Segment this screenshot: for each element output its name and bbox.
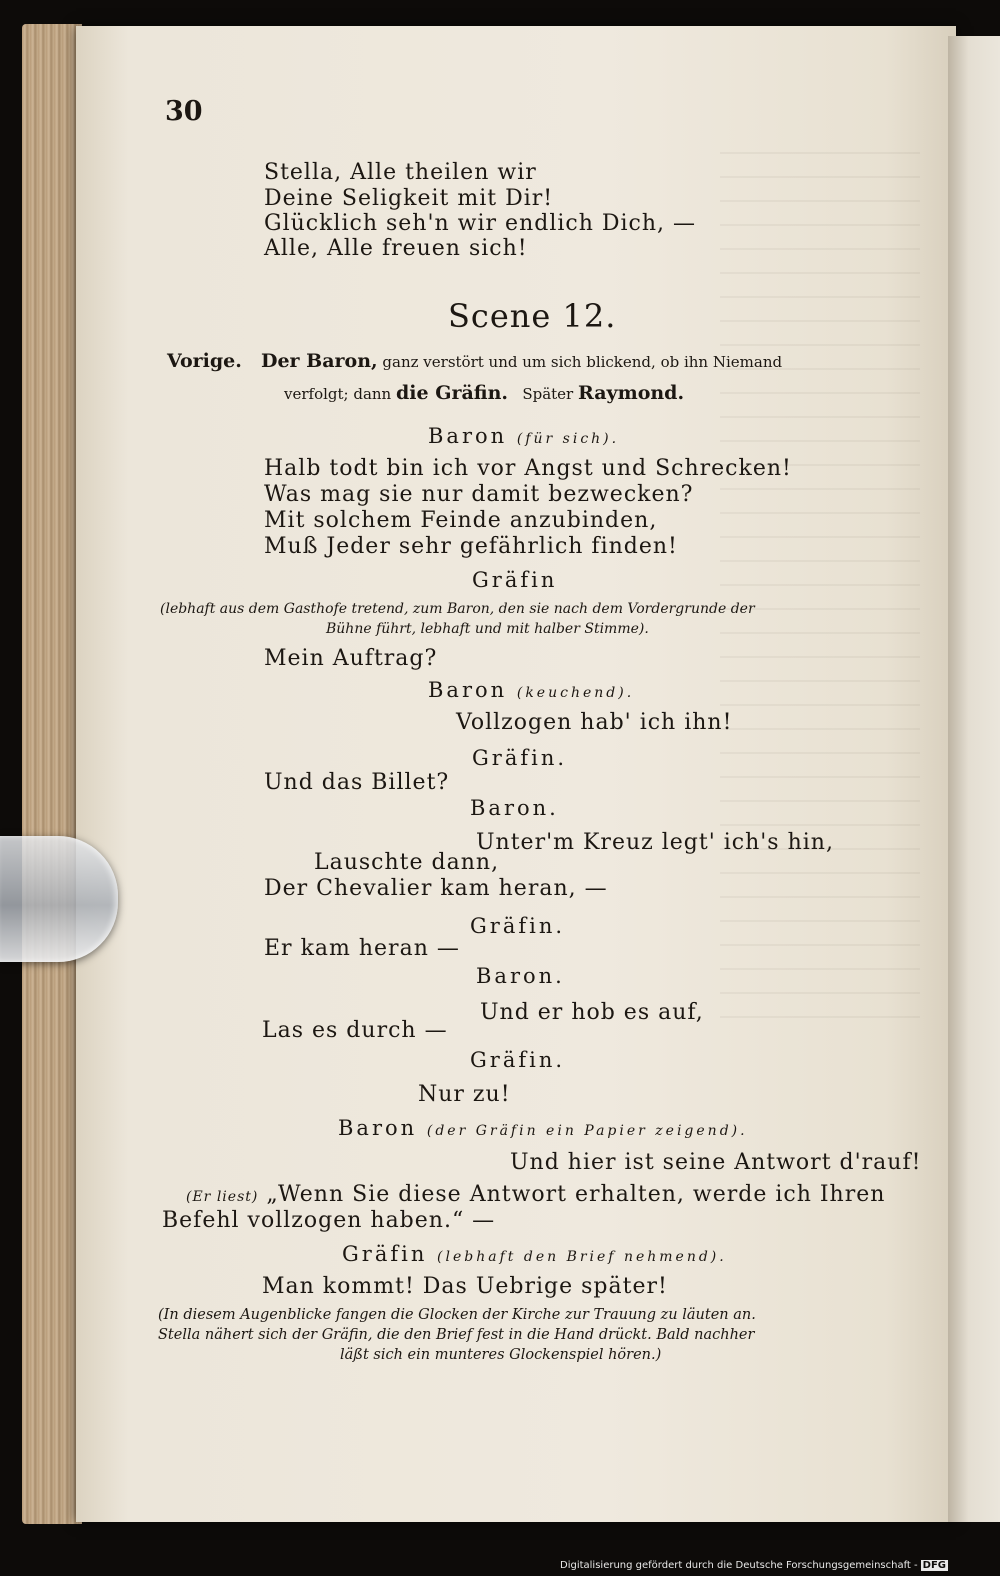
dfg-logo: DFG [922,1560,946,1571]
cast-raymond: Raymond. [578,382,685,404]
letter-text: Befehl vollzogen haben.“ — [162,1208,496,1233]
speaker-name: Baron [338,1116,418,1140]
closing-stage-direction: läßt sich ein munteres Glockenspiel hören.) [340,1347,662,1363]
verse-line: Stella, Alle theilen wir [264,160,537,185]
dialogue-line: Unter'm Kreuz legt' ich's hin, [476,830,834,855]
speaker-line [428,680,634,701]
stage-direction: (lebhaft den Brief nehmend). [437,1249,727,1265]
stage-direction: (für sich). [516,431,620,447]
stage-direction: Bühne führt, lebhaft und mit halber Stimme). [326,621,649,637]
dialogue-line: Nur zu! [418,1082,511,1107]
speaker-name: Gräfin. [472,746,568,770]
facing-page-edge [948,36,1000,1522]
dialogue-line: Mit solchem Feinde anzubinden, [264,508,658,533]
speaker-name: Baron. [476,964,565,988]
cast-direction: verfolgt; dann [284,385,392,403]
speaker-line [342,1244,727,1265]
dialogue-line: Und das Billet? [264,770,450,795]
speaker-name: Baron [428,424,508,448]
cast-direction: ganz verstört und um sich blickend, ob ihn Niemand [382,353,783,371]
page-number: 30 [165,96,203,127]
cast-vorige: Vorige. [167,350,242,372]
dialogue-line: Er kam heran — [264,936,460,961]
footer-text: Digitalisierung gefördert durch die Deutsche Forschungsgemeinschaft - [560,1560,918,1571]
letter-text: „Wenn Sie diese Antwort erhalten, werde ich Ihren [266,1182,886,1207]
stage-direction: (der Gräfin ein Papier zeigend). [426,1123,748,1139]
verse-line: Alle, Alle freuen sich! [264,236,528,261]
speaker-name: Gräfin. [470,1048,566,1072]
verse-line: Deine Seligkeit mit Dir! [264,186,554,211]
speaker-name: Baron. [470,796,559,820]
dialogue-line: Man kommt! Das Uebrige später! [262,1274,668,1299]
speaker-name: Gräfin [472,568,558,592]
speaker-name: Baron [428,678,508,702]
dialogue-line: Und hier ist seine Antwort d'rauf! [510,1150,922,1175]
dialogue-line: Halb todt bin ich vor Angst und Schrecken! [264,456,792,481]
closing-stage-direction: Stella nähert sich der Gräfin, die den Brief fest in die Hand drückt. Bald nachher [158,1327,755,1343]
reading-line [186,1184,885,1206]
dialogue-line: Mein Auftrag? [264,646,438,671]
dialogue-line: Las es durch — [262,1018,448,1043]
dialogue-line: Lauschte dann, [314,850,500,875]
cast-spaeter: Später [522,385,574,403]
cast-baron: Der Baron, [260,350,378,372]
speaker-line [338,1118,748,1139]
show-through-text [720,140,920,1040]
stage-direction: (lebhaft aus dem Gasthofe tretend, zum Baron, den sie nach dem Vordergrunde der [160,601,755,617]
cast-line-2 [284,384,684,403]
book-page-edges [22,24,82,1524]
cast-graefin: die Gräfin. [396,382,509,404]
dialogue-line: Der Chevalier kam heran, — [264,876,608,901]
digitization-footer [560,1560,948,1571]
dialogue-line: Was mag sie nur damit bezwecken? [264,482,694,507]
stage-direction: (keuchend). [516,685,635,701]
dialogue-line: Vollzogen hab' ich ihn! [456,710,733,735]
closing-stage-direction: (In diesem Augenblicke fangen die Glocken der Kirche zur Trauung zu läuten an. [158,1307,756,1323]
stage-direction: (Er liest) [186,1189,259,1205]
dialogue-line: Und er hob es auf, [480,1000,704,1025]
speaker-name: Gräfin [342,1242,428,1266]
speaker-line [428,426,619,447]
page-clip [0,836,118,962]
dialogue-line: Muß Jeder sehr gefährlich finden! [264,534,678,559]
scene-title: Scene 12. [448,297,617,335]
speaker-name: Gräfin. [470,914,566,938]
verse-line: Glücklich seh'n wir endlich Dich, — [264,211,697,236]
cast-line-1 [167,352,782,371]
